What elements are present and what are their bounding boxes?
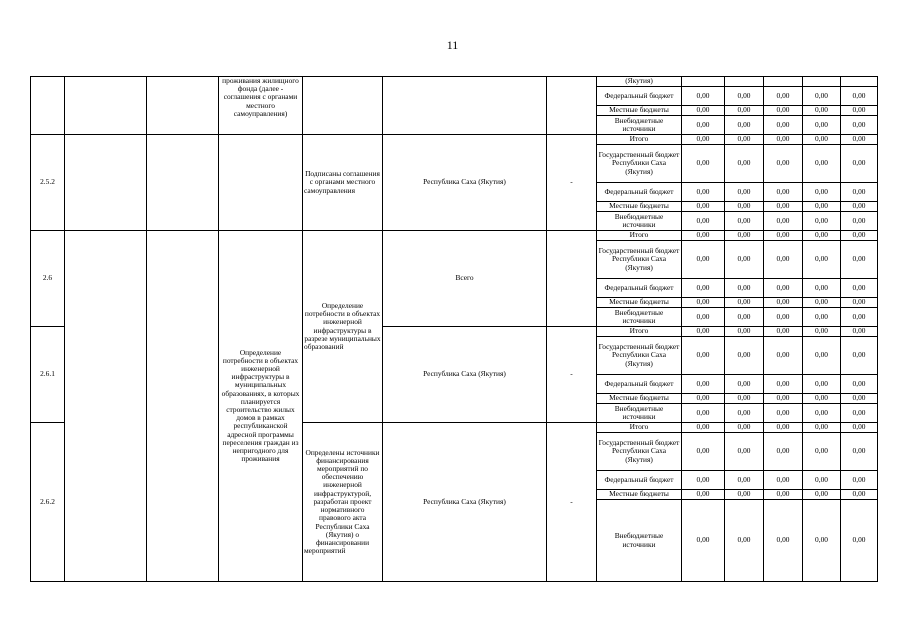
funding-source: Государственный бюджет Республики Саха (Якутия)	[597, 337, 682, 375]
executor-cell: Республика Саха (Якутия)	[383, 135, 547, 231]
table-row	[31, 77, 878, 87]
result-cell: Подписаны соглашения с органами местного самоуправления	[303, 135, 383, 231]
dash-cell	[547, 77, 597, 135]
value-cell: 0,00	[725, 433, 764, 471]
funding-source: Федеральный бюджет	[597, 279, 682, 298]
value-cell: 0,00	[682, 500, 725, 582]
value-cell: 0,00	[682, 279, 725, 298]
value-cell: 0,00	[682, 183, 725, 202]
value-cell: 0,00	[803, 279, 841, 298]
dash-cell: -	[547, 135, 597, 231]
value-cell: 0,00	[841, 308, 878, 327]
funding-source: Федеральный бюджет	[597, 87, 682, 106]
value-cell: 0,00	[682, 241, 725, 279]
value-cell: 0,00	[725, 202, 764, 212]
value-cell: 0,00	[725, 308, 764, 327]
value-cell	[803, 77, 841, 87]
value-cell: 0,00	[803, 231, 841, 241]
result-cell	[303, 77, 383, 135]
value-cell: 0,00	[803, 337, 841, 375]
executor-cell: Республика Саха (Якутия)	[383, 423, 547, 582]
funding-source: Внебюджетные источники	[597, 500, 682, 582]
value-cell: 0,00	[803, 375, 841, 394]
code-cell: 2.6.2	[31, 423, 65, 582]
value-cell: 0,00	[764, 241, 803, 279]
value-cell: 0,00	[841, 135, 878, 145]
value-cell: 0,00	[841, 298, 878, 308]
value-cell: 0,00	[764, 433, 803, 471]
funding-source: Внебюджетные источники	[597, 212, 682, 231]
executor-cell: Всего	[383, 231, 547, 327]
value-cell: 0,00	[841, 231, 878, 241]
funding-source: Местные бюджеты	[597, 490, 682, 500]
value-cell: 0,00	[841, 183, 878, 202]
value-cell: 0,00	[803, 135, 841, 145]
result-cell: Определение потребности в объектах инженерной инфраструктуры в разрезе муниципальных образований	[303, 231, 383, 423]
funding-source: Федеральный бюджет	[597, 375, 682, 394]
value-cell: 0,00	[841, 279, 878, 298]
value-cell: 0,00	[764, 471, 803, 490]
value-cell: 0,00	[682, 337, 725, 375]
funding-source: Местные бюджеты	[597, 394, 682, 404]
value-cell: 0,00	[725, 500, 764, 582]
funding-source: Местные бюджеты	[597, 106, 682, 116]
value-cell: 0,00	[682, 116, 725, 135]
value-cell: 0,00	[725, 327, 764, 337]
value-cell	[725, 77, 764, 87]
value-cell: 0,00	[841, 490, 878, 500]
value-cell: 0,00	[841, 404, 878, 423]
value-cell: 0,00	[764, 308, 803, 327]
value-cell: 0,00	[682, 433, 725, 471]
value-cell: 0,00	[764, 490, 803, 500]
value-cell	[841, 77, 878, 87]
result-cell: Определены источники финансирования мероприятий по обеспечению инженерной инфраструктурой, разработан проект нормативного правового акта Республики Саха (Якутия) о финансировании мероприятий	[303, 423, 383, 582]
value-cell: 0,00	[841, 212, 878, 231]
value-cell: 0,00	[841, 202, 878, 212]
value-cell	[682, 77, 725, 87]
value-cell: 0,00	[725, 212, 764, 231]
value-cell: 0,00	[803, 87, 841, 106]
value-cell: 0,00	[682, 308, 725, 327]
value-cell: 0,00	[803, 490, 841, 500]
value-cell	[764, 77, 803, 87]
empty-cell	[65, 231, 147, 582]
value-cell: 0,00	[803, 106, 841, 116]
value-cell: 0,00	[682, 106, 725, 116]
value-cell: 0,00	[841, 241, 878, 279]
value-cell: 0,00	[764, 327, 803, 337]
value-cell: 0,00	[682, 490, 725, 500]
executor-cell: Республика Саха (Якутия)	[383, 327, 547, 423]
value-cell: 0,00	[841, 116, 878, 135]
value-cell: 0,00	[725, 145, 764, 183]
value-cell: 0,00	[725, 106, 764, 116]
value-cell: 0,00	[764, 106, 803, 116]
funding-source: Федеральный бюджет	[597, 183, 682, 202]
value-cell: 0,00	[803, 500, 841, 582]
value-cell: 0,00	[841, 500, 878, 582]
funding-source: Итого	[597, 327, 682, 337]
activity-description: Определение потребности в объектах инженерной инфраструктуры в муниципальных образованиях, в которых планируется строительство жилых домов в рамках республиканской адресной программы переселения граждан из непригодного для проживания	[219, 231, 303, 582]
value-cell: 0,00	[725, 279, 764, 298]
empty-cell	[65, 77, 147, 135]
value-cell: 0,00	[841, 106, 878, 116]
code-cell: 2.5.2	[31, 135, 65, 231]
activity-description: проживания жилищного фонда (далее - соглашения с органами местного самоуправления)	[219, 77, 303, 135]
value-cell: 0,00	[803, 212, 841, 231]
value-cell: 0,00	[764, 394, 803, 404]
value-cell: 0,00	[764, 212, 803, 231]
value-cell: 0,00	[725, 116, 764, 135]
funding-source: Внебюджетные источники	[597, 116, 682, 135]
value-cell: 0,00	[803, 183, 841, 202]
value-cell: 0,00	[841, 394, 878, 404]
value-cell: 0,00	[725, 394, 764, 404]
value-cell: 0,00	[725, 471, 764, 490]
funding-source: Итого	[597, 423, 682, 433]
value-cell: 0,00	[841, 423, 878, 433]
funding-source: Федеральный бюджет	[597, 471, 682, 490]
funding-source: Государственный бюджет Республики Саха (Якутия)	[597, 241, 682, 279]
table-row	[31, 231, 878, 241]
value-cell: 0,00	[764, 116, 803, 135]
value-cell: 0,00	[764, 183, 803, 202]
value-cell: 0,00	[841, 145, 878, 183]
value-cell: 0,00	[841, 337, 878, 375]
value-cell: 0,00	[682, 298, 725, 308]
value-cell: 0,00	[725, 135, 764, 145]
value-cell: 0,00	[764, 135, 803, 145]
value-cell: 0,00	[682, 375, 725, 394]
program-table	[30, 76, 878, 582]
value-cell: 0,00	[764, 375, 803, 394]
funding-source: Местные бюджеты	[597, 298, 682, 308]
value-cell: 0,00	[764, 500, 803, 582]
value-cell: 0,00	[841, 433, 878, 471]
value-cell: 0,00	[682, 87, 725, 106]
value-cell: 0,00	[803, 308, 841, 327]
value-cell: 0,00	[725, 231, 764, 241]
funding-source: Государственный бюджет Республики Саха (Якутия)	[597, 433, 682, 471]
value-cell: 0,00	[803, 423, 841, 433]
empty-cell	[147, 77, 219, 135]
value-cell: 0,00	[682, 394, 725, 404]
value-cell: 0,00	[682, 471, 725, 490]
code-cell: 2.6	[31, 231, 65, 327]
empty-cell	[65, 135, 147, 231]
value-cell: 0,00	[682, 145, 725, 183]
value-cell: 0,00	[803, 433, 841, 471]
funding-source: Итого	[597, 231, 682, 241]
value-cell: 0,00	[682, 212, 725, 231]
value-cell: 0,00	[803, 145, 841, 183]
value-cell: 0,00	[803, 241, 841, 279]
value-cell: 0,00	[682, 231, 725, 241]
funding-source: Итого	[597, 135, 682, 145]
value-cell: 0,00	[725, 375, 764, 394]
value-cell: 0,00	[682, 327, 725, 337]
empty-cell	[147, 135, 219, 231]
page-number: 11	[446, 38, 459, 52]
value-cell: 0,00	[764, 337, 803, 375]
value-cell: 0,00	[764, 423, 803, 433]
value-cell: 0,00	[725, 183, 764, 202]
value-cell: 0,00	[764, 202, 803, 212]
value-cell: 0,00	[725, 241, 764, 279]
dash-cell	[547, 231, 597, 327]
value-cell: 0,00	[841, 327, 878, 337]
value-cell: 0,00	[682, 423, 725, 433]
value-cell: 0,00	[764, 87, 803, 106]
value-cell: 0,00	[764, 279, 803, 298]
empty-cell	[219, 135, 303, 231]
funding-source: (Якутия)	[597, 77, 682, 87]
code-cell	[31, 77, 65, 135]
funding-source: Внебюджетные источники	[597, 308, 682, 327]
value-cell: 0,00	[682, 202, 725, 212]
value-cell: 0,00	[803, 298, 841, 308]
value-cell: 0,00	[803, 116, 841, 135]
funding-source: Местные бюджеты	[597, 202, 682, 212]
value-cell: 0,00	[725, 337, 764, 375]
dash-cell: -	[547, 327, 597, 423]
value-cell: 0,00	[725, 404, 764, 423]
value-cell: 0,00	[803, 327, 841, 337]
value-cell: 0,00	[841, 471, 878, 490]
value-cell: 0,00	[803, 404, 841, 423]
value-cell: 0,00	[764, 404, 803, 423]
value-cell: 0,00	[725, 87, 764, 106]
value-cell: 0,00	[725, 298, 764, 308]
funding-source: Внебюджетные источники	[597, 404, 682, 423]
value-cell: 0,00	[725, 490, 764, 500]
value-cell: 0,00	[764, 298, 803, 308]
value-cell: 0,00	[803, 202, 841, 212]
value-cell: 0,00	[682, 404, 725, 423]
table-row	[31, 135, 878, 145]
value-cell: 0,00	[841, 87, 878, 106]
value-cell: 0,00	[764, 231, 803, 241]
value-cell: 0,00	[803, 394, 841, 404]
executor-cell	[383, 77, 547, 135]
code-cell: 2.6.1	[31, 327, 65, 423]
value-cell: 0,00	[764, 145, 803, 183]
dash-cell: -	[547, 423, 597, 582]
value-cell: 0,00	[841, 375, 878, 394]
value-cell: 0,00	[682, 135, 725, 145]
value-cell: 0,00	[803, 471, 841, 490]
empty-cell	[147, 231, 219, 582]
funding-source: Государственный бюджет Республики Саха (Якутия)	[597, 145, 682, 183]
value-cell: 0,00	[725, 423, 764, 433]
